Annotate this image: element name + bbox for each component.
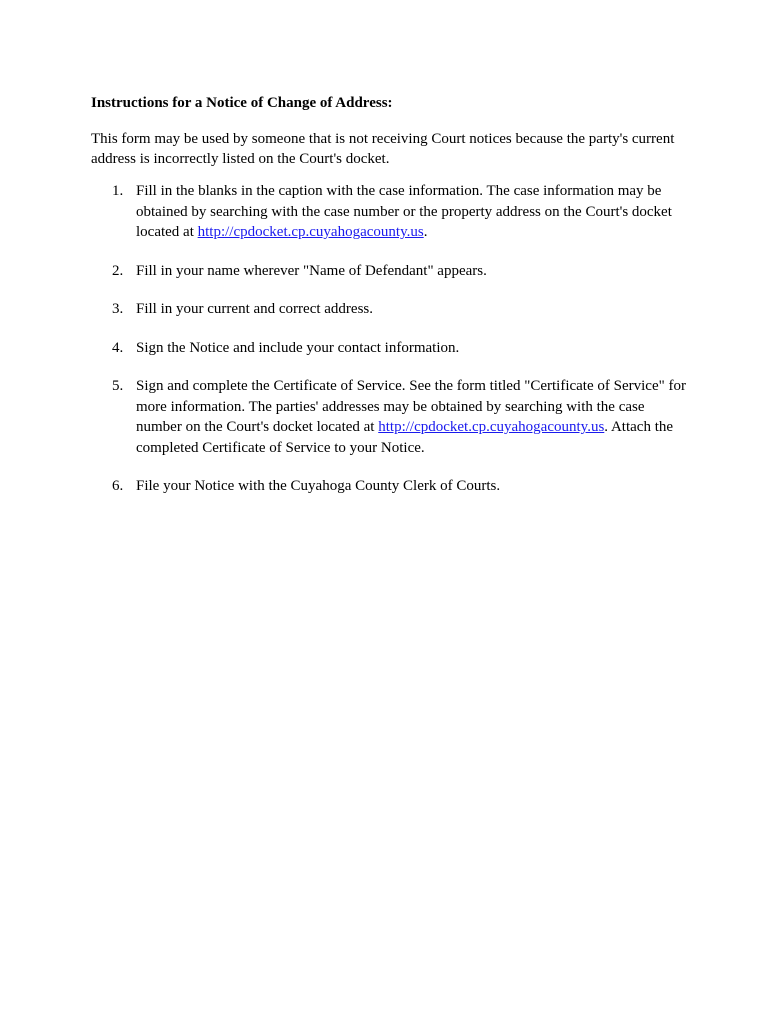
step-number: 5. <box>112 378 124 394</box>
instruction-list <box>112 181 692 515</box>
list-item-step-4 <box>112 338 692 359</box>
docket-link[interactable]: http://cpdocket.cp.cuyahogacounty.us <box>197 224 424 240</box>
step-text: Fill in your name wherever "Name of Defendant" appears. <box>136 262 487 279</box>
step-text: File your Notice with the Cuyahoga County Clerk of Courts. <box>136 478 501 494</box>
step-text-end: . <box>423 224 428 240</box>
list-item-step-5 <box>112 376 692 458</box>
step-number: 1. <box>112 183 124 199</box>
step-number: 2. <box>112 262 124 279</box>
intro-paragraph: This form may be used by someone that is not receiving Court notices because the party's current address is incorrectly listed on the Court's docket. <box>91 131 675 167</box>
document-heading: Instructions for a Notice of Change of Address: <box>91 95 393 111</box>
step-text-end: . Attach the completed Certificate of Service to your Notice. <box>136 419 674 456</box>
step-number: 3. <box>112 301 124 317</box>
step-number: 4. <box>112 339 124 356</box>
list-item-step-3 <box>112 299 692 320</box>
step-text: Fill in your current and correct address. <box>136 301 374 317</box>
list-item-step-6 <box>112 476 692 497</box>
list-item-step-2 <box>112 261 692 282</box>
list-item-step-1 <box>112 181 692 243</box>
step-text: Sign and complete the Certificate of Service. See the form titled "Certificate of Service" for more information. The parties' addresses may be obtained by searching with the case number on the Court's docket located at <box>136 378 686 435</box>
step-text: Sign the Notice and include your contact information. <box>136 339 460 356</box>
step-number: 6. <box>112 478 124 494</box>
step-text: Fill in the blanks in the caption with the case information. The case information may be obtained by searching with the case number or the property address on the Court's docket located at <box>136 183 672 240</box>
docket-link[interactable]: http://cpdocket.cp.cuyahogacounty.us <box>378 419 605 435</box>
